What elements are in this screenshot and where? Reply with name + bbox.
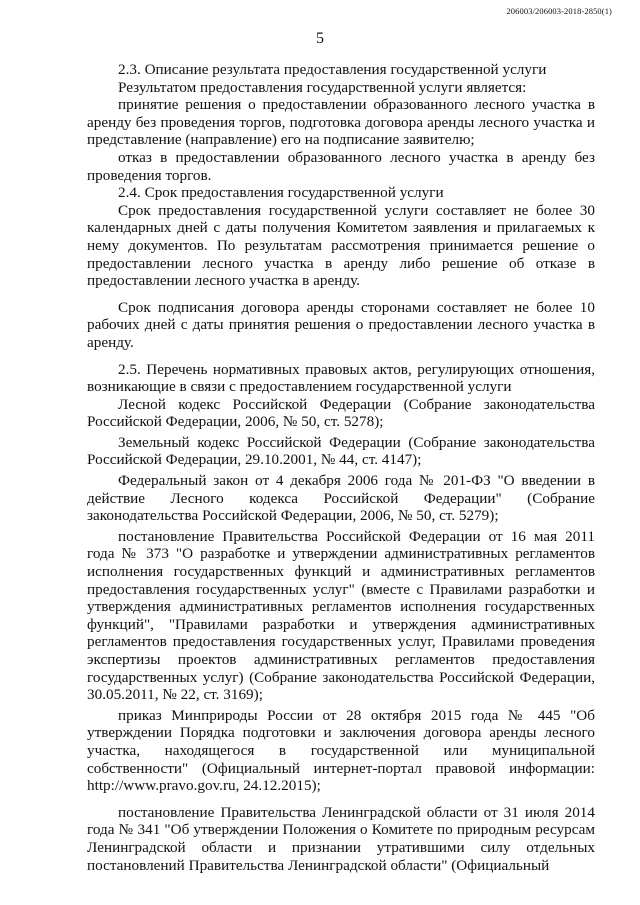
paragraph: Срок предоставления государственной услуги составляет не более 30 календарных дней с даты получения Комитетом заявления и прилагаемых к нему документов. По результатам рассмотрения принимается решение о предоставлении лесного участка в аренду либо решение об отказе в предоставлении лесного участка в аренду. <box>87 201 595 290</box>
paragraph: постановление Правительства Ленинградской области от 31 июля 2014 года № 341 "Об утверждении Положения о Комитете по природным ресурсам Ленинградской области и признании утратившими силу отдельных постановлений Правительства Ленинградской области" (Официальный <box>87 803 595 874</box>
paragraph: Результатом предоставления государственной услуги является: <box>118 78 527 96</box>
paragraph: Земельный кодекс Российской Федерации (Собрание законодательства Российской Федерации, 29.10.2001, № 44, ст. 4147); <box>87 433 595 469</box>
section-heading: 2.5. Перечень нормативных правовых актов, регулирующих отношения, возникающие в связи с предоставлением государственной услуги <box>87 360 595 396</box>
paragraph: приказ Минприроды России от 28 октября 2015 года № 445 "Об утверждении Порядка подготовки и заключения договора аренды лесного участка, находящегося в государственной или муниципальной собственности" (Официальный интернет-портал правовой информации: http://www.pravo.gov.ru, 24.12.2015); <box>87 706 595 795</box>
section-heading: 2.4. Срок предоставления государственной услуги <box>118 184 444 202</box>
section-heading: 2.3. Описание результата предоставления государственной услуги <box>118 61 547 78</box>
paragraph: Лесной кодекс Российской Федерации (Собрание законодательства Российской Федерации, 2006, № 50, ст. 5278); <box>87 395 595 431</box>
paragraph: принятие решения о предоставлении образованного лесного участка в аренду без проведения торгов, подготовка договора аренды лесного участка и представление (направление) его на подписание заявителю; <box>87 96 595 149</box>
paragraph: отказ в предоставлении образованного лесного участка в аренду без проведения торгов. <box>87 148 595 184</box>
paragraph: Федеральный закон от 4 декабря 2006 года № 201-ФЗ "О введении в действие Лесного кодекса Российской Федерации" (Собрание законодательства Российской Федерации, 2006, № 50, ст. 5279); <box>87 472 595 525</box>
paragraph: Срок подписания договора аренды сторонами составляет не более 10 рабочих дней с даты принятия решения о предоставлении лесного участка в аренду. <box>87 298 595 351</box>
paragraph: постановление Правительства Российской Федерации от 16 мая 2011 года № 373 "О разработке и утверждении административных регламентов исполнения государственных функций и административных регламентов предоставления государственных услуг" (вместе с Правилами разработки и утверждения административных регламентов исполнения государственных функций", "Правилами разработки и утверждения административных регламентов предоставления государственных услуг, Правилами проведения экспертизы проектов административных регламентов предоставления государственных услуг) (Собрание законодательства Российской Федерации, 30.05.2011, № 22, ст. 3169); <box>87 527 595 704</box>
document-body <box>87 61 595 874</box>
page-number: 5 <box>316 30 324 47</box>
document-id: 206003/206003-2018-2850(1) <box>506 6 612 16</box>
